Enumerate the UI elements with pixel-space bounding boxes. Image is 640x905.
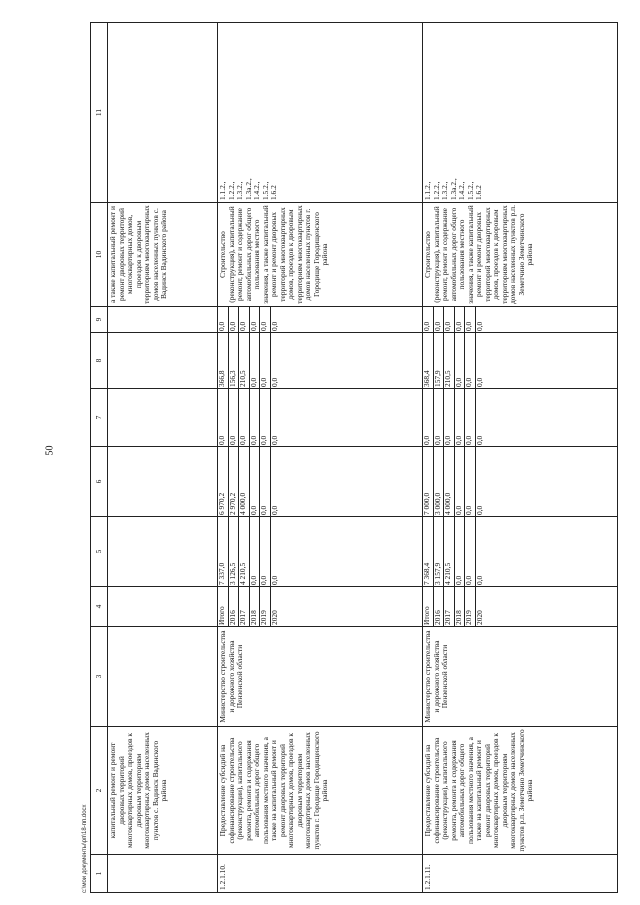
row-indicators: 1.1.2., 1.2.2., 1.3.2., 1.3а.2., 1.4.2., 1.5.2., 1.6.2 <box>218 23 423 203</box>
header-cell: 6 <box>91 447 108 517</box>
footer-path: c:\мои документы\рп\18-пп.docx <box>82 804 88 893</box>
header-row <box>91 23 108 893</box>
header-cell: 9 <box>91 307 108 333</box>
values-col5: 7 337,0 3 126,5 4 210,5 0,0 0,0 0,0 <box>218 517 280 586</box>
row-number: 1.2.1.10. <box>218 855 423 893</box>
table-row <box>423 23 618 893</box>
values-col8: 366,8 156,3 210,5 0,0 0,0 0,0 <box>218 333 280 388</box>
program-table <box>90 22 618 893</box>
years-list: Итого 2016 2017 2018 2019 2020 <box>218 587 280 626</box>
header-cell: 5 <box>91 517 108 587</box>
row-executor: Министерство строительства и дорожного хозяйства Пензенской области <box>218 627 423 727</box>
row-result: Строительство (реконструкция), капитальный ремонт, ремонт и содержание автомобильных дорог общего пользования местного значения, а также капитальный ремонт и ремонт дворовых территорий многоквартирных домов, проездов к дворовым территориям многоквартирных домов населенных пунктов г. Городище Городищенского района <box>218 203 423 307</box>
values-col9: 0,0 0,0 0,0 0,0 0,0 0,0 <box>423 307 485 332</box>
values-col5: 7 368,4 3 157,9 4 210,5 0,0 0,0 0,0 <box>423 517 485 586</box>
row-number: 1.2.1.11. <box>423 855 618 893</box>
header-cell: 10 <box>91 203 108 307</box>
row-name: Предоставление субсидий на софинансирование строительства (реконструкции), капитального ремонта, ремонта и содержания автомобильных дорог общего пользования местного значения, а также на капитальный ремонт и ремонт дворовых территорий многоквартирных домов, проездов к дворовым территориям многоквартирных домов населенных пунктов г. Городище Городищенского района <box>218 727 423 855</box>
header-cell: 1 <box>91 855 108 893</box>
rotated-table-page <box>90 23 613 893</box>
continuation-result: а также капитальный ремонт и ремонт дворовых территорий многоквартирных домов, проездов к дворовым территориям многоквартирных домов населенных пунктов с. Вадинск Вадинского района <box>108 203 218 307</box>
table-row <box>218 23 423 893</box>
row-name: Предоставление субсидий на софинансирование строительства (реконструкции), капитального ремонта, ремонта и содержания автомобильных дорог общего пользования местного значения, а также на капитальный ремонт и ремонт дворовых территорий многоквартирных домов, проездов к дворовым территориям многоквартирных домов населенных пунктов р.п. Земетчино Земетчинского района <box>423 727 618 855</box>
header-cell: 2 <box>91 727 108 855</box>
values-col7: 0,0 0,0 0,0 0,0 0,0 0,0 <box>423 389 485 446</box>
values-col7: 0,0 0,0 0,0 0,0 0,0 0,0 <box>218 389 280 446</box>
values-col6: 6 970,2 2 970,2 4 000,0 0,0 0,0 0,0 <box>218 447 280 516</box>
header-cell: 3 <box>91 627 108 727</box>
row-indicators: 1.1.2., 1.2.2., 1.3.2., 1.3а.2., 1.4.2., 1.5.2., 1.6.2 <box>423 23 618 203</box>
header-cell: 4 <box>91 587 108 627</box>
values-col8: 368,4 157,9 210,5 0,0 0,0 0,0 <box>423 333 485 388</box>
header-cell: 8 <box>91 333 108 389</box>
values-col9: 0,0 0,0 0,0 0,0 0,0 0,0 <box>218 307 280 332</box>
header-cell: 7 <box>91 389 108 447</box>
years-list: Итого 2016 2017 2018 2019 2020 <box>423 587 485 626</box>
page-number: 50 <box>44 445 56 456</box>
row-executor: Министерство строительства и дорожного хозяйства Пензенской области <box>423 627 618 727</box>
continuation-row <box>108 23 218 893</box>
header-cell: 11 <box>91 23 108 203</box>
continuation-name: капитальный ремонт и ремонт дворовых территорий многоквартирных домов, проездов к дворовым территориям многоквартирных домов населенных пунктов с. Вадинск Вадинского района <box>108 727 218 855</box>
row-result: Строительство (реконструкция), капитальный ремонт, ремонт и содержание автомобильных дорог общего пользования местного значения, а также капитальный ремонт и ремонт дворовых территорий многоквартирных домов, проездов к дворовым территориям многоквартирных домов населенных пунктов р.п. Земетчино Земетчинского района <box>423 203 618 307</box>
values-col6: 7 000,0 3 000,0 4 000,0 0,0 0,0 0,0 <box>423 447 485 516</box>
